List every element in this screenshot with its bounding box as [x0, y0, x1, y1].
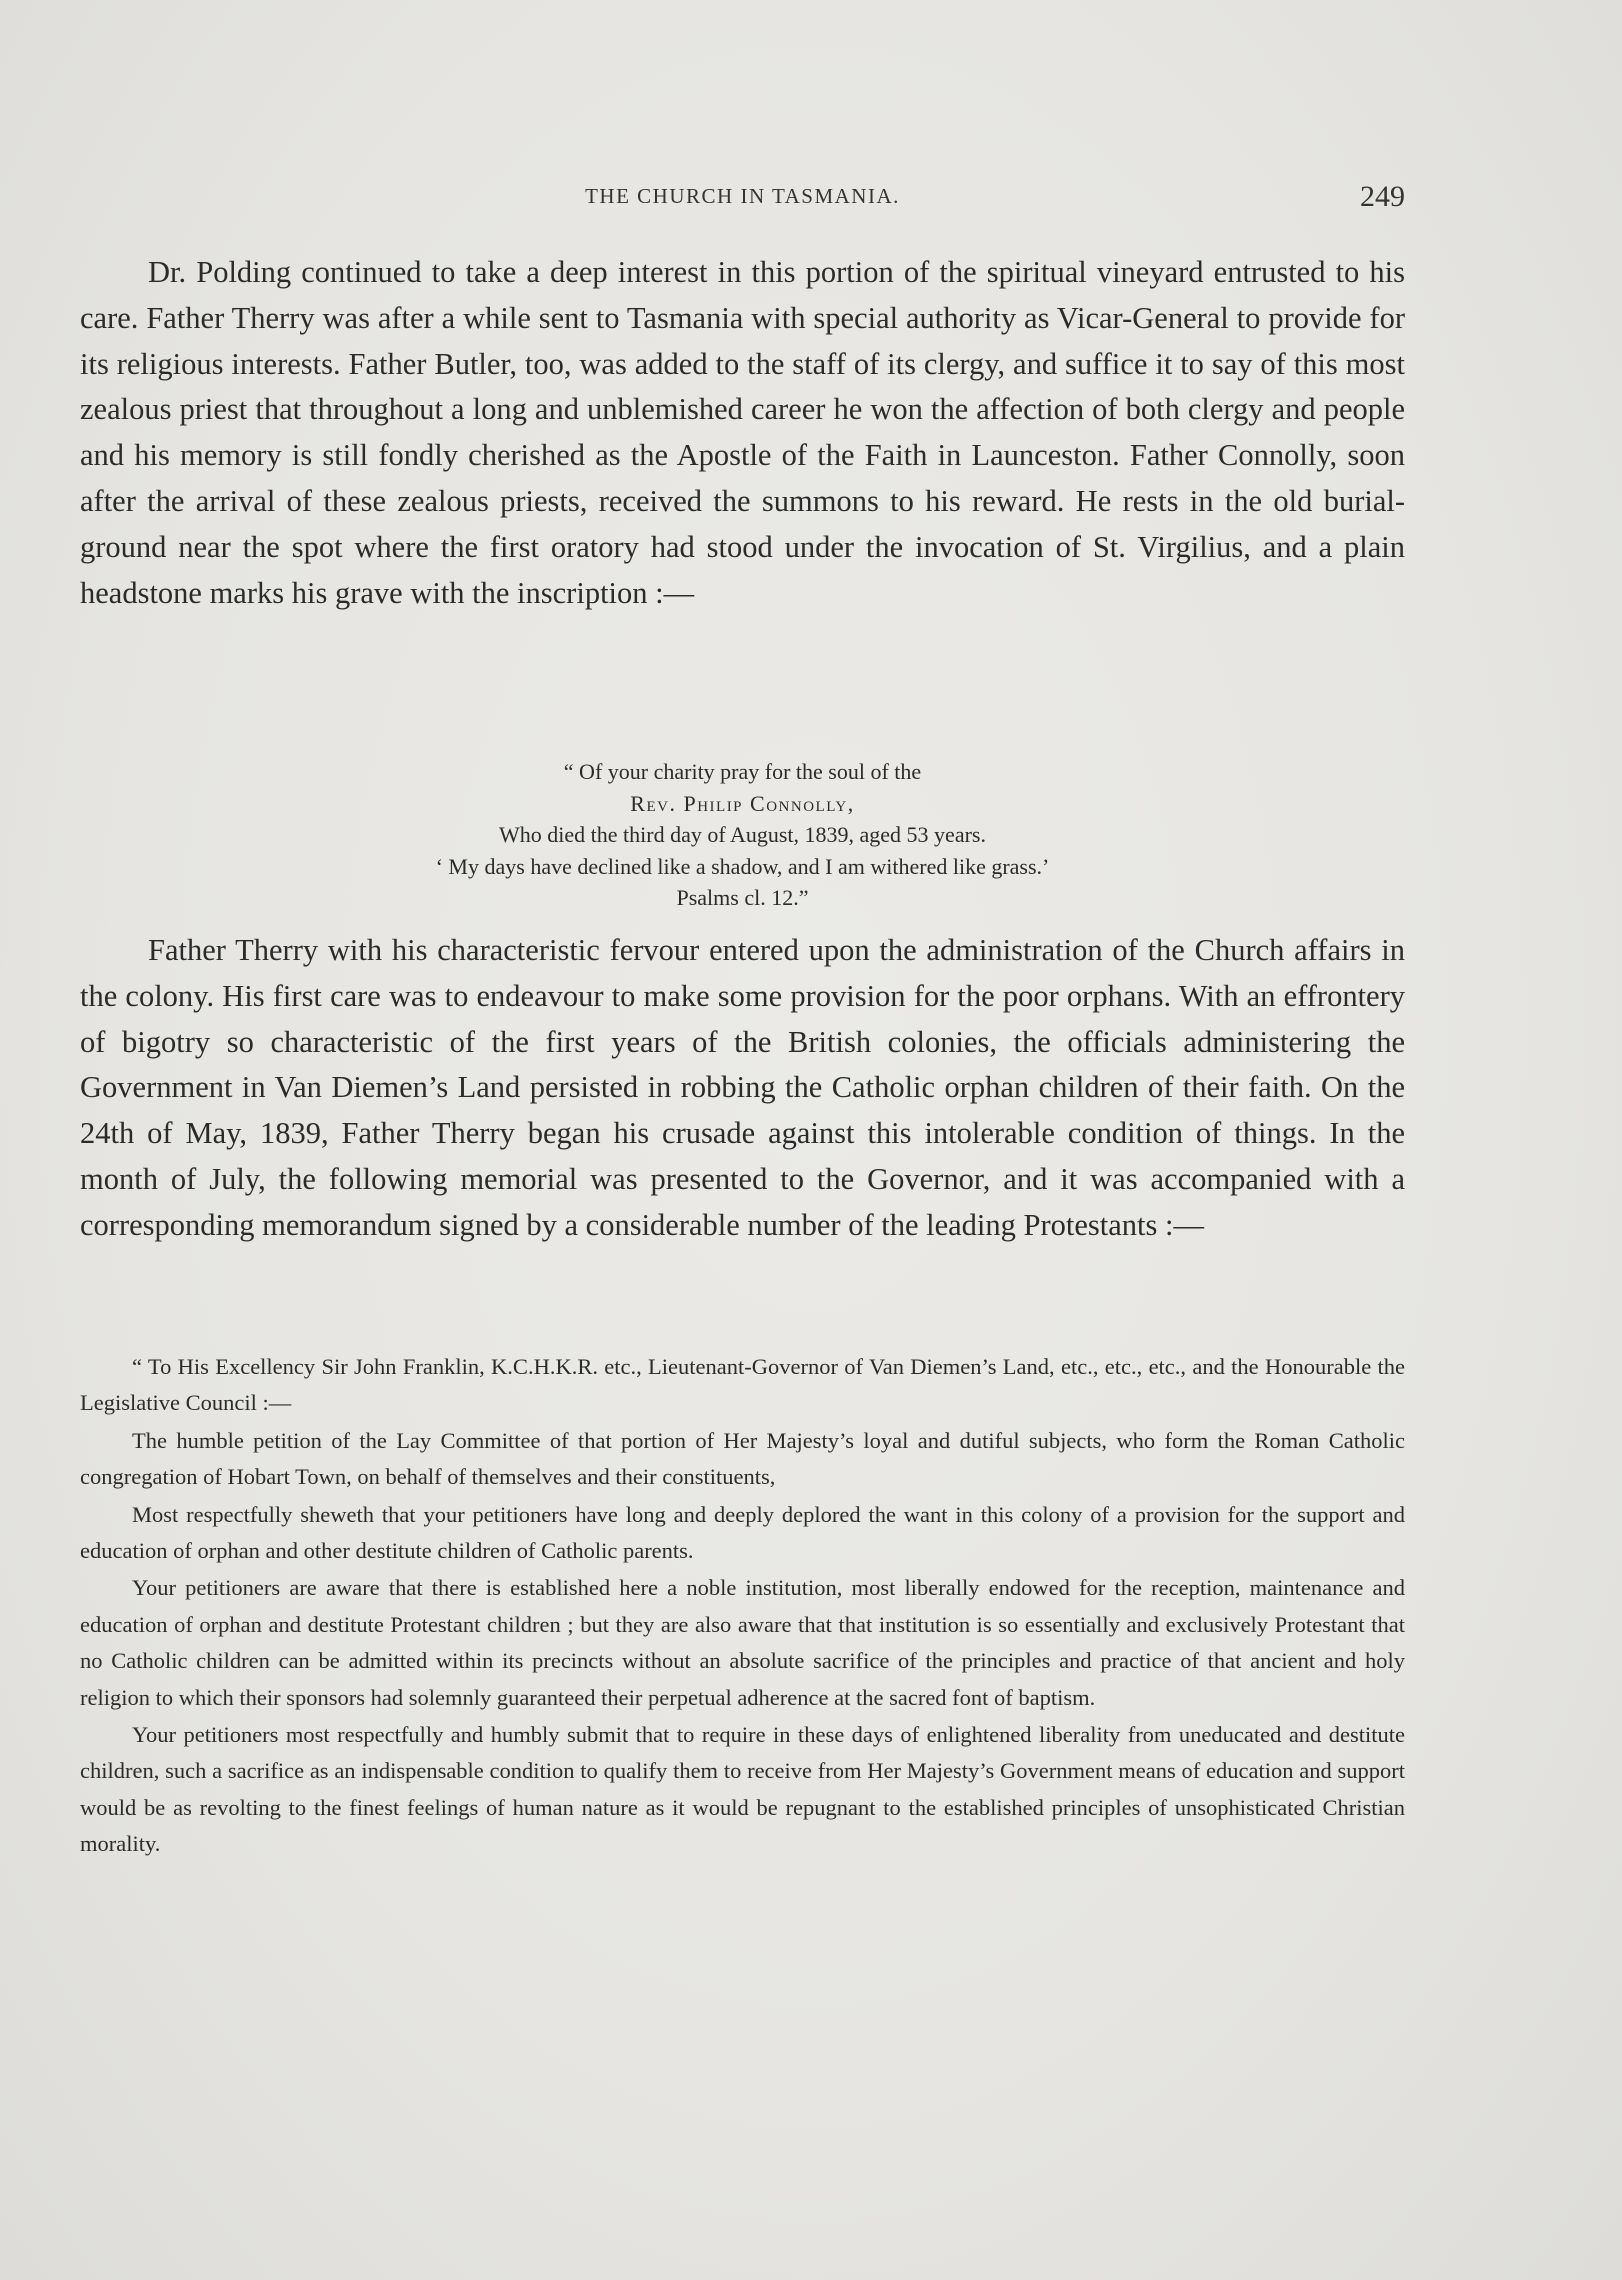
paragraph-therry: Father Therry with his characteristic fervour entered upon the administration of the Church affairs in the colony. His first care was to endeavour to make some provision for the poor orphans. With an effrontery of bigotry so characteristic of the first years of the British colonies, the officials administering the Government in Van Diemen’s Land persisted in robbing the Catholic orphan children of their faith. On the 24th of May, 1839, Father Therry began his crusade against this intolerable condition of things. In the month of July, the following memorial was presented to the Governor, and it was accompanied with a corresponding memorandum signed by a considerable number of the leading Protestants :— [80, 933, 1405, 1242]
inscription-line: ‘ My days have declined like a shadow, and I am withered like grass.’ [435, 853, 1050, 879]
inscription-line: Psalms cl. 12.” [676, 885, 809, 911]
paragraph-polding: Dr. Polding continued to take a deep interest in this portion of the spiritual vineyard entrusted to his care. Father Therry was after a while sent to Tasmania with special authority as Vicar-General to provide for its religious interests. Father Butler, too, was added to the staff of its clergy, and suffice it to say of this most zealous priest that throughout a long and unblemished career he won the affection of both clergy and people and his memory is still fondly cherished as the Apostle of the Faith in Launceston. Father Connolly, soon after the arrival of these zealous priests, received the summons to his reward. He rests in the old burial-ground near the spot where the first oratory had stood under the invocation of St. Virgilius, and a plain headstone marks his grave with the inscription :— [80, 255, 1405, 610]
memorial-paragraph: The humble petition of the Lay Committee of that portion of Her Majesty’s loyal and dutiful subjects, who form the Roman Catholic congregation of Hobart Town, on behalf of themselves and their constituents, [80, 1427, 1405, 1490]
running-head [80, 180, 1405, 214]
memorial-quote [80, 1349, 1405, 1864]
memorial-paragraph: Your petitioners most respectfully and humbly submit that to require in these days of enlightened liberality from uneducated and destitute children, such a sacrifice as an indispensable condition to qualify them to receive from Her Majesty’s Government means of education and support would be as revolting to the finest feelings of human nature as it would be repugnant to the established principles of unsophisticated Christian morality. [80, 1722, 1405, 1857]
page-number: 249 [1360, 180, 1405, 213]
headstone-inscription [80, 756, 1405, 914]
inscription-line: “ Of your charity pray for the soul of the [563, 759, 922, 784]
running-head-title: THE CHURCH IN TASMANIA. [585, 184, 900, 208]
memorial-paragraph: Most respectfully sheweth that your petitioners have long and deeply deplored the want in this colony of a provision for the support and education of orphan and other destitute children of Catholic parents. [80, 1501, 1405, 1564]
memorial-paragraph: Your petitioners are aware that there is established here a noble institution, most liberally endowed for the reception, maintenance and education of orphan and destitute Protestant children ; but they are also aware that that institution is so essentially and exclusively Protestant that no Catholic children can be admitted within its precincts without an absolute sacrifice of the principles and practice of that ancient and holy religion to which their sponsors had solemnly guaranteed their perpetual adherence at the sacred font of baptism. [80, 1575, 1405, 1710]
memorial-address: “ To His Excellency Sir John Franklin, K.C.H.K.R. etc., Lieutenant-Governor of Van Diemen’s Land, etc., etc., etc., and the Honourable the Legislative Council :— [80, 1354, 1405, 1416]
inscription-line: Who died the third day of August, 1839, aged 53 years. [499, 822, 986, 848]
inscription-name-line: Rev. Philip Connolly, [630, 790, 855, 816]
